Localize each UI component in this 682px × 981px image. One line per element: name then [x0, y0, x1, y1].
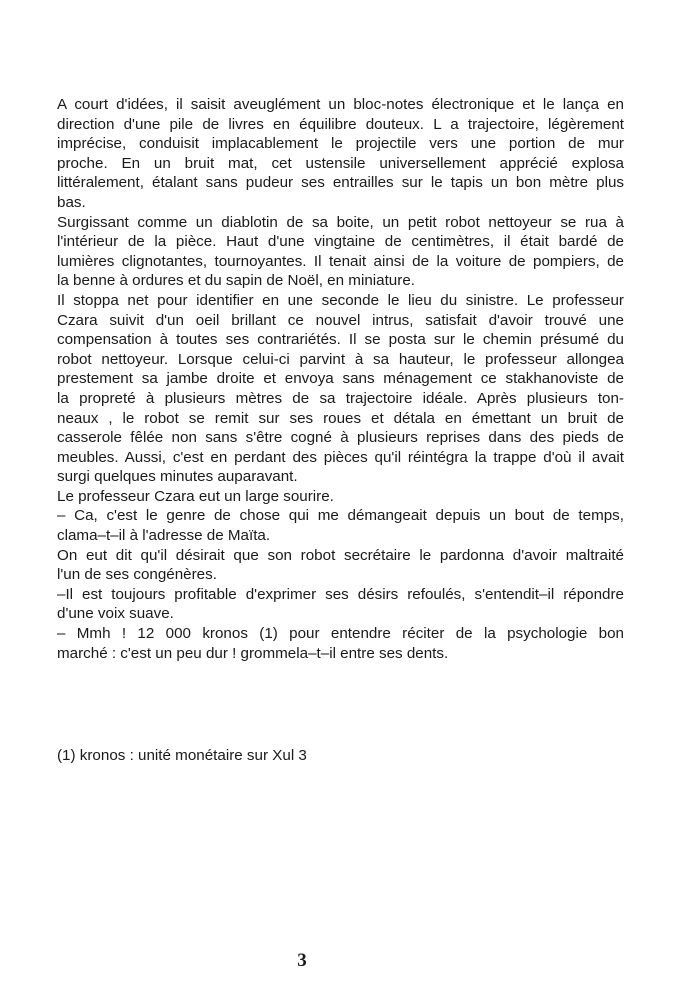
text-line: d'une voix suave.	[57, 605, 174, 623]
text-line: robot nettoyeur. Lorsque celui-ci parvint à sa hauteur, le professeur allongea	[57, 350, 624, 368]
text-line: On eut dit qu'il désirait que son robot secrétaire le pardonna d'avoir maltraité	[57, 546, 624, 564]
text-line: bas.	[57, 193, 86, 211]
text-line: Surgissant comme un diablotin de sa boite, un petit robot nettoyeur se rua à	[57, 213, 624, 231]
body-text	[57, 95, 624, 663]
text-line: clama–t–il à l'adresse de Maïta.	[57, 527, 271, 545]
text-line: imprécise, conduisit implacablement le projectile vers une portion de mur	[57, 135, 624, 153]
text-line: littéralement, étalant sans pudeur ses entrailles sur le tapis un bon mètre plus	[57, 174, 624, 192]
footnote: (1) kronos : unité monétaire sur Xul 3	[57, 747, 307, 764]
text-line: l'intérieur de la pièce. Haut d'une vingtaine de centimètres, il était bardé de	[57, 233, 624, 251]
text-line: surgi quelques minutes auparavant.	[57, 468, 298, 486]
text-line: Le professeur Czara eut un large sourire.	[57, 487, 334, 505]
text-line: direction d'une pile de livres en équilibre douteux. L a trajectoire, légèrement	[57, 115, 624, 133]
text-line: marché : c'est un peu dur ! grommela–t–il entre ses dents.	[57, 644, 449, 662]
text-line: compensation à toutes ses contrariétés. Il se posta sur le chemin présumé du	[57, 331, 624, 349]
text-line: neaux , le robot se remit sur ses roues et détala en émettant un bruit de	[57, 409, 624, 427]
text-line: la benne à ordures et du sapin de Noël, en miniature.	[57, 272, 415, 290]
text-line: casserole fêlée non sans s'être cogné à plusieurs reprises dans des pieds de	[57, 429, 624, 447]
text-line: l'un de ses congénères.	[57, 566, 217, 584]
text-line: A court d'idées, il saisit aveuglément un bloc-notes électronique et le lança en	[57, 96, 624, 113]
text-line: – Ca, c'est le genre de chose qui me démangeait depuis un bout de temps,	[57, 507, 624, 525]
text-line: meubles. Aussi, c'est en perdant des pièces qu'il réintégra la trappe d'où il avait	[57, 448, 624, 466]
text-line: Il stoppa net pour identifier en une seconde le lieu du sinistre. Le professeur	[57, 291, 624, 309]
page-number: 3	[297, 950, 307, 971]
text-line: la propreté à plusieurs mètres de sa trajectoire idéale. Après plusieurs ton-	[57, 389, 624, 407]
text-line: – Mmh ! 12 000 kronos (1) pour entendre réciter de la psychologie bon	[57, 625, 624, 643]
text-line: proche. En un bruit mat, cet ustensile universellement apprécié explosa	[57, 154, 624, 172]
text-line: prestement sa jambe droite et envoya sans ménagement ce stakhanoviste de	[57, 370, 624, 388]
text-line: Czara suivit d'un oeil brillant ce nouvel intrus, satisfait d'avoir trouvé une	[57, 311, 624, 329]
text-line: lumières clignotantes, tournoyantes. Il tenait ainsi de la voiture de pompiers, de	[57, 252, 624, 270]
text-line: –Il est toujours profitable d'exprimer ses désirs refoulés, s'entendit–il répondre	[57, 585, 624, 603]
